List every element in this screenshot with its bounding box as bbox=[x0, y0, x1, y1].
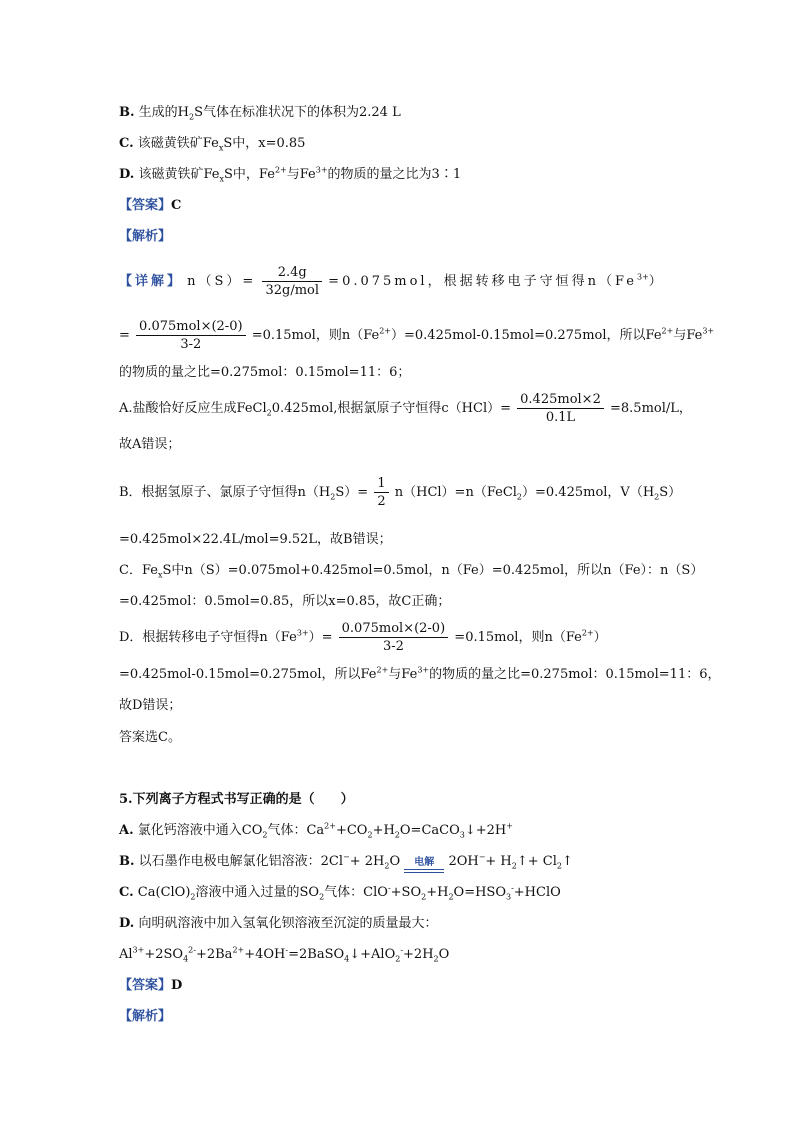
analysis-a: A.盐酸恰好反应生成FeCl$_2$0.425mol,根据氯原子守恒得c（HCl）= $\frac{\text{0.425mol×2}}{0.1L}$ =8.5mol/L， bbox=[119, 392, 692, 425]
analysis-d-cont: =0.425mol-0.15mol=0.275mol，所以$Fe^{2+}$与$Fe^{3+}$的物质的量之比=0.275mol：0.15mol=11：6， bbox=[119, 665, 721, 682]
detail-line-3: 的物质的量之比=0.275mol：0.15mol=11：6； bbox=[119, 365, 411, 380]
q5-option-c: C. $Ca(ClO)_2$溶液中通入过量的$SO_2$气体：$ClO^-+SO_2+H_2O=HSO_3^-+HClO$ bbox=[119, 883, 561, 902]
option-c: C. 该磁黄铁矿$Fe_xS$中，x=0.85 bbox=[119, 136, 306, 153]
option-prefix: B. bbox=[119, 105, 135, 120]
option-b: B. 生成的$H_2S$气体在标准状况下的体积为2.24 L bbox=[119, 105, 401, 122]
fraction: $\frac{\text{0.075mol×(2-0)}}{3-2}$ bbox=[136, 318, 246, 353]
analysis-a-conclusion: 故A错误； bbox=[119, 437, 181, 452]
analysis-d: D．根据转移电子守恒得$n(Fe^{3+})=$ $\frac{\text{0.075mol×(2-0)}}{3-2}$ =0.15mol，则$n(Fe^{2+})$ bbox=[119, 621, 607, 654]
analysis-b-cont: =0.425mol×22.4L/mol=9.52L，故B错误； bbox=[119, 532, 392, 547]
detail-line-2: = $\frac{\text{0.075mol×(2-0)}}{3-2}$ =0.15mol，则$n(Fe^{2+})=0.425mol-0.15mol=0.275mol$，所以$Fe^{2+}$与$Fe^{3+}$ bbox=[119, 319, 715, 352]
fraction: $\frac{\text{0.075mol×(2-0)}}{3-2}$ bbox=[339, 620, 449, 655]
answer-1: 【答案】C bbox=[119, 198, 182, 213]
q5-option-b: B. 以石墨作电极电解氯化铝溶液：$2Cl^-+ 2H_2O$ 电解 $2OH^-+ H_2↑+$ $Cl_2↑$ bbox=[119, 853, 573, 873]
analysis-2: 【解析】 bbox=[119, 1009, 172, 1024]
q5-option-d: D. 向明矾溶液中加入氢氧化钡溶液至沉淀的质量最大： bbox=[119, 916, 438, 931]
analysis-d-conclusion: 故D错误； bbox=[119, 698, 182, 713]
q5-option-a: A. 氯化钙溶液中通入$CO_2$气体：$Ca^{2+}+CO_2+H_2O=CaCO_3↓+2H^+$ bbox=[119, 821, 513, 840]
option-d: D. 该磁黄铁矿$Fe_xS$中，$Fe^{2+}$与$Fe^{3+}$的物质的量之比为3∶1 bbox=[119, 165, 462, 184]
fraction: $\frac{1}{2}$ bbox=[374, 475, 388, 510]
electrolysis-condition: 电解 bbox=[404, 858, 444, 873]
q5-option-d-equation: $Al^{3+}+2SO_4^{2-}+2Ba^{2+}+4OH^-=2BaSO_4↓+AlO_2^-+2H_2O$ bbox=[119, 945, 450, 964]
fraction: $\frac{\text{0.425mol×2}}{0.1L}$ bbox=[517, 391, 604, 426]
final-choice: 答案选C。 bbox=[119, 730, 181, 745]
fraction: $\frac{2.4g}{\text{32g/mol}}$ bbox=[262, 264, 322, 299]
analysis-c-cont: =0.425mol：0.5mol=0.85，所以x=0.85，故C正确； bbox=[119, 594, 451, 609]
analysis-b: B．根据氢原子、氯原子守恒得$n(H_2S)=$ $\frac{1}{2}$ n（HCl）=n（FeCl$_2$）=0.425mol，$V(H_2S)$ bbox=[119, 476, 682, 509]
analysis-1: 【解析】 bbox=[119, 229, 172, 244]
answer-2: 【答案】D bbox=[119, 978, 183, 993]
detail-line-1: 【详解】 n（S）= $\frac{2.4g}{\text{32g/mol}}$ =0.075mol，根据转移电子守恒得$n(Fe^{3+})$ bbox=[119, 265, 662, 298]
question-5-title: 5.下列离子方程式书写正确的是（ ） bbox=[119, 792, 354, 807]
analysis-c: C．$Fe_xS$中n（S）=0.075mol+0.425mol=0.5mol，n（Fe）=0.425mol，所以n（Fe）：n（S） bbox=[119, 563, 704, 580]
